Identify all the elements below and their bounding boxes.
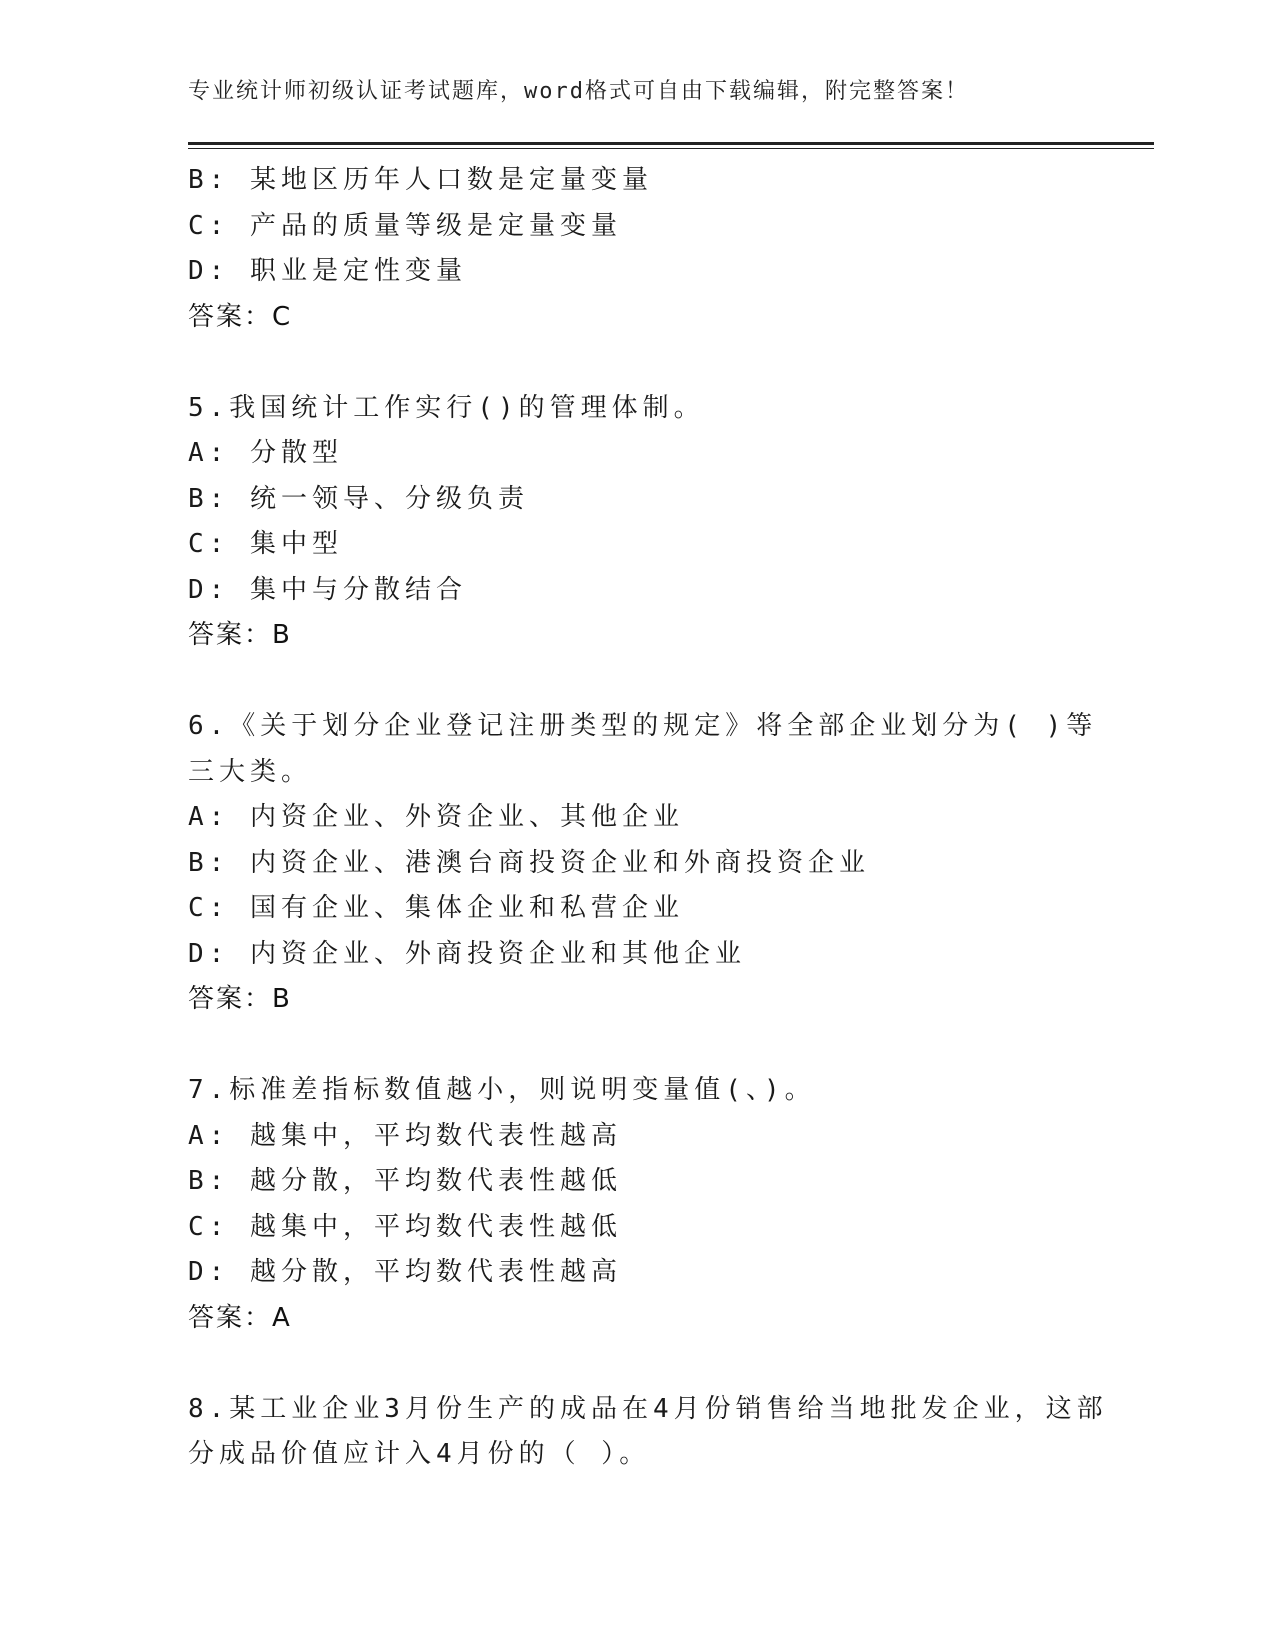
- spacer: [188, 340, 1088, 386]
- option-c: C: 集中型: [188, 529, 343, 559]
- question-stem: 7.标准差指标数值越小，则说明变量值(、)。: [188, 1075, 816, 1105]
- spacer: [188, 1023, 1088, 1069]
- spacer: [188, 659, 1088, 705]
- question-stem: 5.我国统计工作实行()的管理体制。: [188, 392, 705, 423]
- question-stem-continued: 分成品价值应计入4月份的（ ）。: [188, 1439, 651, 1469]
- answer-line: 答案：B: [188, 620, 292, 650]
- question-6: [188, 704, 1098, 1023]
- option-b: B: 越分散，平均数代表性越低: [188, 1166, 622, 1196]
- question-7: [188, 1068, 1088, 1341]
- answer-line: 答案：B: [188, 984, 292, 1014]
- option-d: D: 集中与分散结合: [188, 574, 467, 605]
- question-stem: 6.《关于划分企业登记注册类型的规定》将全部企业划分为( )等: [188, 711, 1098, 741]
- option-d: D: 内资企业、外商投资企业和其他企业: [188, 938, 746, 969]
- question-list: [188, 158, 1108, 1478]
- question-5: [188, 386, 1088, 659]
- option-b: B: 某地区历年人口数是定量变量: [188, 165, 653, 195]
- answer-line: 答案：A: [188, 1302, 292, 1333]
- option-a: A: 分散型: [188, 438, 343, 468]
- option-b: B: 内资企业、港澳台商投资企业和外商投资企业: [188, 847, 870, 878]
- question-8: [188, 1387, 1108, 1478]
- option-c: C: 产品的质量等级是定量变量: [188, 210, 622, 241]
- header-rule-thin: [188, 148, 1154, 149]
- spacer: [188, 1341, 1088, 1387]
- option-c: C: 越集中，平均数代表性越低: [188, 1211, 622, 1242]
- question-4-tail: [188, 158, 1088, 340]
- option-a: A: 越集中，平均数代表性越高: [188, 1120, 622, 1151]
- answer-line: 答案：C: [188, 301, 293, 332]
- option-d: D: 越分散，平均数代表性越高: [188, 1257, 622, 1287]
- option-b: B: 统一领导、分级负责: [188, 483, 529, 514]
- option-c: C: 国有企业、集体企业和私营企业: [188, 893, 684, 923]
- document-header: 专业统计师初级认证考试题库，word格式可自由下载编辑，附完整答案！: [188, 79, 969, 104]
- option-d: D: 职业是定性变量: [188, 256, 467, 286]
- header-rule-thick: [188, 142, 1154, 145]
- question-stem: 8.某工业企业3月份生产的成品在4月份销售给当地批发企业，这部: [188, 1393, 1108, 1424]
- option-a: A: 内资企业、外资企业、其他企业: [188, 802, 684, 832]
- question-stem-continued: 三大类。: [188, 756, 313, 787]
